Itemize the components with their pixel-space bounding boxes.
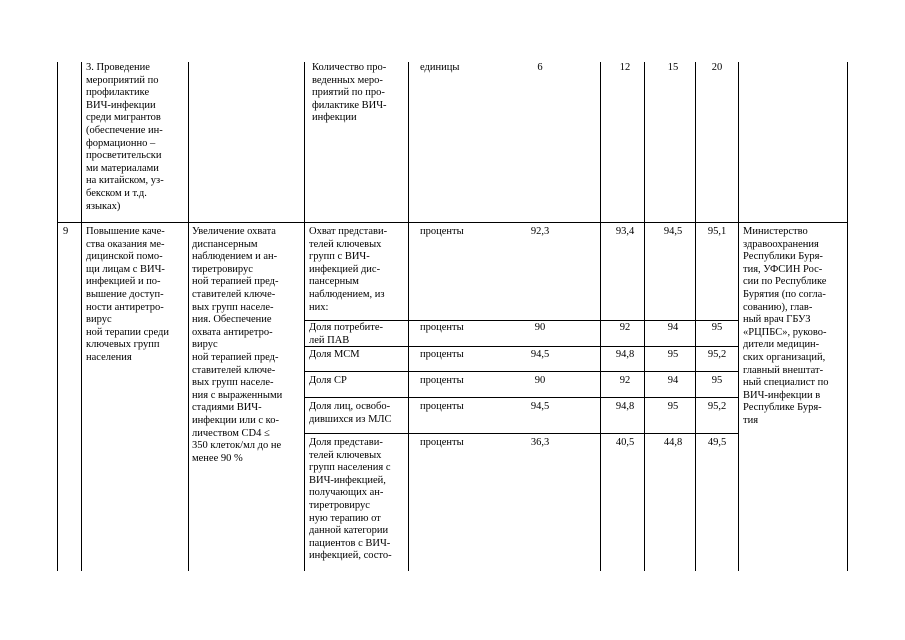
value-year-4: 20 — [711, 62, 723, 73]
value-year-3: 15 — [667, 62, 679, 73]
table-border-left — [57, 62, 58, 571]
activity-text: 3. Проведение мероприятий по профилактике ВИЧ-инфекции среди мигрантов (обеспечение ин- формационно – просветительски ми материалами на китайском, уз- бекском и т.д. языках) — [86, 62, 164, 212]
value-year-1: 92,3 — [530, 226, 550, 237]
indicator-text: Доля потребите- лей ПАВ — [309, 322, 384, 346]
table-col-divider — [81, 62, 82, 571]
subrow-divider — [304, 371, 738, 372]
unit-text: проценты — [420, 375, 464, 386]
value-year-2: 40,5 — [615, 437, 635, 448]
value-year-1: 6 — [537, 62, 543, 73]
value-year-4: 49,5 — [707, 437, 727, 448]
value-year-2: 92 — [619, 322, 631, 333]
subrow-divider — [304, 320, 738, 321]
table-col-divider — [188, 62, 189, 571]
result-text: Увеличение охвата диспансерным наблюдением и ан- тиретровирус ной терапией пред- ставителей ключе- вых групп населе- ния. Обеспечение охвата антиретро- вирус ной терапией пред- ставителей ключе- вых групп населе- ния с выраженными стадиями ВИЧ- инфекции или с ко- личеством CD4 ≤ 350 клеток/мл до не менее 90 % — [192, 226, 283, 464]
unit-text: проценты — [420, 437, 464, 448]
value-year-1: 90 — [534, 322, 546, 333]
value-year-3: 94,5 — [663, 226, 683, 237]
indicator-text: Охват представи- телей ключевых групп с ВИЧ- инфекцией дис- пансерным наблюдением, из них: — [309, 226, 388, 313]
value-year-4: 95,1 — [707, 226, 727, 237]
task-text: Повышение каче- ства оказания ме- дицинской помо- щи лицам с ВИЧ- инфекцией и по- вышение доступ- ности антиретро- вирус ной терапии среди ключевых групп населения — [86, 226, 170, 363]
value-year-1: 94,5 — [530, 349, 550, 360]
value-year-3: 95 — [667, 349, 679, 360]
table-col-divider — [600, 62, 601, 571]
responsible-text: Министерство здравоохранения Республики Буря- тия, УФСИН Рос- сии по Республике Бурятия (по согла- сованию), глав- ный врач ГБУЗ «РЦПБС», руково- дители медицин- ских организаций, главный внештат- ный специалист по ВИЧ-инфекции в Республике Буря- тия — [743, 226, 829, 426]
value-year-2: 94,8 — [615, 349, 635, 360]
table-col-divider — [408, 62, 409, 571]
value-year-3: 94 — [667, 322, 679, 333]
value-year-1: 36,3 — [530, 437, 550, 448]
value-year-2: 94,8 — [615, 401, 635, 412]
value-year-1: 94,5 — [530, 401, 550, 412]
table-col-divider — [304, 62, 305, 571]
value-year-2: 12 — [619, 62, 631, 73]
value-year-4: 95 — [711, 375, 723, 386]
indicator-text: Доля МСМ — [309, 349, 360, 360]
value-year-4: 95,2 — [707, 349, 727, 360]
indicator-text: Доля СР — [309, 375, 347, 386]
indicator-text: Доля представи- телей ключевых групп населения с ВИЧ-инфекцией, получающих ан- тиретровирус ную терапию от данной категории пациентов с ВИЧ- инфекцией, состо- — [309, 437, 392, 562]
value-year-3: 95 — [667, 401, 679, 412]
table-border-right — [847, 62, 848, 571]
row-number: 9 — [63, 226, 69, 237]
table-col-divider — [738, 62, 739, 571]
value-year-2: 93,4 — [615, 226, 635, 237]
unit-text: проценты — [420, 226, 464, 237]
value-year-4: 95,2 — [707, 401, 727, 412]
indicator-text: Доля лиц, освобо- дившихся из МЛС — [309, 401, 392, 425]
value-year-2: 92 — [619, 375, 631, 386]
subrow-divider — [304, 433, 738, 434]
table-col-divider — [695, 62, 696, 571]
value-year-1: 90 — [534, 375, 546, 386]
indicator-text: Количество про- веденных меро- приятий по про- филактике ВИЧ- инфекции — [312, 62, 387, 124]
unit-text: проценты — [420, 322, 464, 333]
subrow-divider — [304, 397, 738, 398]
value-year-3: 44,8 — [663, 437, 683, 448]
unit-text: проценты — [420, 349, 464, 360]
value-year-3: 94 — [667, 375, 679, 386]
value-year-4: 95 — [711, 322, 723, 333]
unit-text: проценты — [420, 401, 464, 412]
unit-text: единицы — [420, 62, 460, 73]
row-divider — [57, 222, 848, 223]
table-col-divider — [644, 62, 645, 571]
